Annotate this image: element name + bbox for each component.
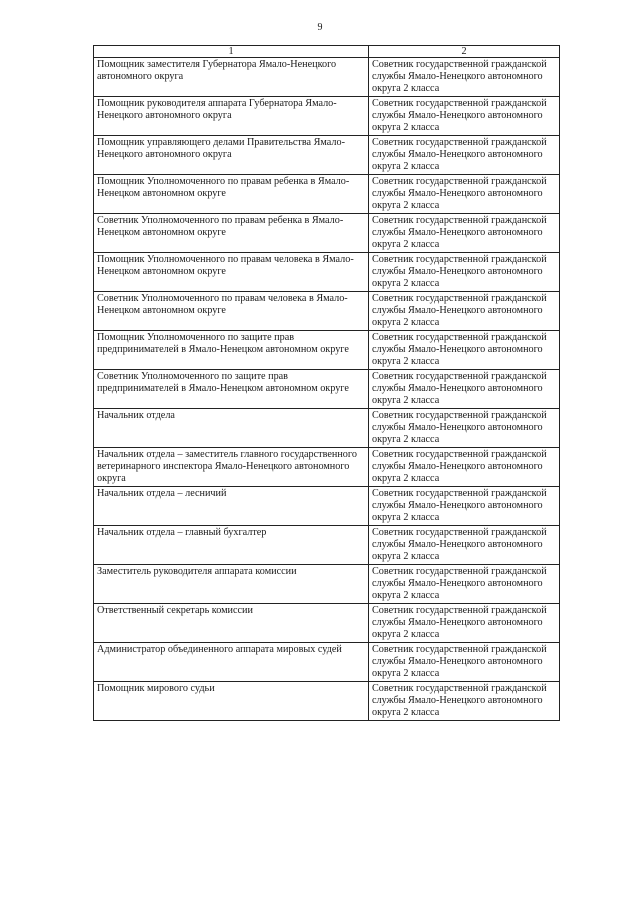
rank-cell: Советник государственной гражданской службы Ямало-Ненецкого автономного округа 2 класса: [369, 292, 560, 331]
table-row: [94, 370, 560, 409]
table-row: [94, 214, 560, 253]
table-row: [94, 136, 560, 175]
table-row: [94, 409, 560, 448]
rank-cell: Советник государственной гражданской службы Ямало-Ненецкого автономного округа 2 класса: [369, 565, 560, 604]
position-cell: Помощник Уполномоченного по правам ребенка в Ямало-Ненецком автономном округе: [94, 175, 369, 214]
position-cell: Помощник управляющего делами Правительства Ямало-Ненецкого автономного округа: [94, 136, 369, 175]
position-cell: Помощник Уполномоченного по правам человека в Ямало-Ненецком автономном округе: [94, 253, 369, 292]
column-header-2: 2: [369, 46, 560, 58]
table-row: [94, 175, 560, 214]
page-number: 9: [317, 22, 323, 33]
column-header-1: 1: [94, 46, 369, 58]
position-cell: Начальник отдела – заместитель главного государственного ветеринарного инспектора Ямало-Ненецкого автономного округа: [94, 448, 369, 487]
rank-cell: Советник государственной гражданской службы Ямало-Ненецкого автономного округа 2 класса: [369, 97, 560, 136]
rank-cell: Советник государственной гражданской службы Ямало-Ненецкого автономного округа 2 класса: [369, 253, 560, 292]
rank-cell: Советник государственной гражданской службы Ямало-Ненецкого автономного округа 2 класса: [369, 331, 560, 370]
rank-cell: Советник государственной гражданской службы Ямало-Ненецкого автономного округа 2 класса: [369, 214, 560, 253]
rank-cell: Советник государственной гражданской службы Ямало-Ненецкого автономного округа 2 класса: [369, 643, 560, 682]
rank-cell: Советник государственной гражданской службы Ямало-Ненецкого автономного округа 2 класса: [369, 526, 560, 565]
rank-cell: Советник государственной гражданской службы Ямало-Ненецкого автономного округа 2 класса: [369, 58, 560, 97]
position-cell: Администратор объединенного аппарата мировых судей: [94, 643, 369, 682]
table-row: [94, 565, 560, 604]
position-cell: Начальник отдела – лесничий: [94, 487, 369, 526]
table-row: [94, 97, 560, 136]
position-cell: Начальник отдела – главный бухгалтер: [94, 526, 369, 565]
rank-cell: Советник государственной гражданской службы Ямало-Ненецкого автономного округа 2 класса: [369, 175, 560, 214]
position-cell: Помощник заместителя Губернатора Ямало-Ненецкого автономного округа: [94, 58, 369, 97]
table-row: [94, 487, 560, 526]
position-cell: Помощник руководителя аппарата Губернатора Ямало-Ненецкого автономного округа: [94, 97, 369, 136]
table-row: [94, 292, 560, 331]
table-row: [94, 253, 560, 292]
rank-cell: Советник государственной гражданской службы Ямало-Ненецкого автономного округа 2 класса: [369, 409, 560, 448]
rank-cell: Советник государственной гражданской службы Ямало-Ненецкого автономного округа 2 класса: [369, 604, 560, 643]
table-body: [94, 58, 560, 721]
table-row: [94, 331, 560, 370]
position-cell: Помощник Уполномоченного по защите прав предпринимателей в Ямало-Ненецком автономном округе: [94, 331, 369, 370]
position-cell: Помощник мирового судьи: [94, 682, 369, 721]
positions-table: [93, 45, 560, 721]
position-cell: Ответственный секретарь комиссии: [94, 604, 369, 643]
rank-cell: Советник государственной гражданской службы Ямало-Ненецкого автономного округа 2 класса: [369, 448, 560, 487]
table-row: [94, 682, 560, 721]
rank-cell: Советник государственной гражданской службы Ямало-Ненецкого автономного округа 2 класса: [369, 682, 560, 721]
table-row: [94, 604, 560, 643]
position-cell: Заместитель руководителя аппарата комиссии: [94, 565, 369, 604]
rank-cell: Советник государственной гражданской службы Ямало-Ненецкого автономного округа 2 класса: [369, 487, 560, 526]
table-header-row: [94, 46, 560, 58]
rank-cell: Советник государственной гражданской службы Ямало-Ненецкого автономного округа 2 класса: [369, 136, 560, 175]
position-cell: Начальник отдела: [94, 409, 369, 448]
position-cell: Советник Уполномоченного по правам человека в Ямало-Ненецком автономном округе: [94, 292, 369, 331]
table-row: [94, 448, 560, 487]
table-row: [94, 58, 560, 97]
table-row: [94, 643, 560, 682]
rank-cell: Советник государственной гражданской службы Ямало-Ненецкого автономного округа 2 класса: [369, 370, 560, 409]
position-cell: Советник Уполномоченного по правам ребенка в Ямало-Ненецком автономном округе: [94, 214, 369, 253]
table-row: [94, 526, 560, 565]
position-cell: Советник Уполномоченного по защите прав предпринимателей в Ямало-Ненецком автономном округе: [94, 370, 369, 409]
